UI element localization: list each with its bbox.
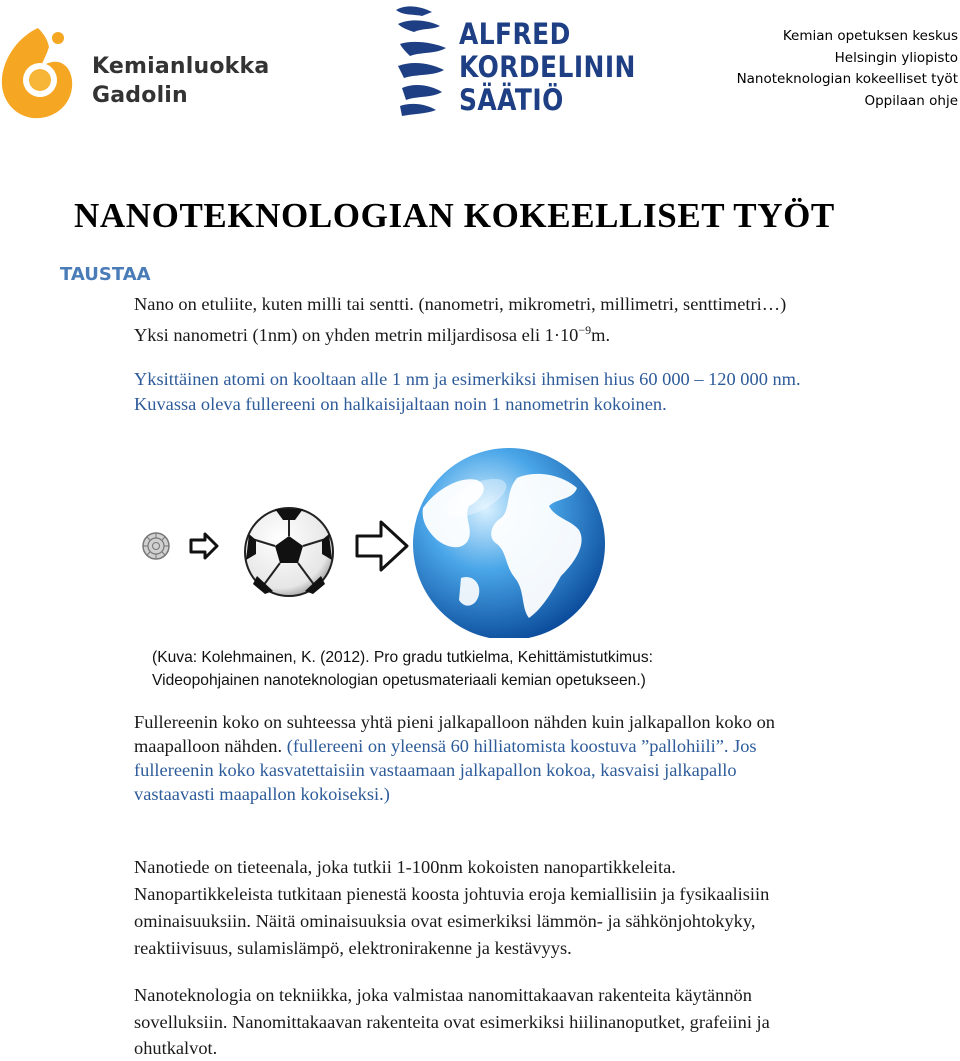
header-info	[737, 26, 958, 112]
gadolin-line-2: Gadolin	[92, 83, 188, 108]
nanoscience-line-2: Nanopartikkeleista tutkitaan pienestä koosta johtuvia eroja kemiallisiin ja fysikaalisiin	[134, 884, 770, 904]
intro-exponent: −9	[578, 323, 592, 337]
nanoscience-line-4: reaktiivisuus, sulamislämpö, elektronirakenne ja kestävyys.	[134, 938, 572, 958]
nanoscience-line-3: ominaisuuksiin. Näitä ominaisuuksia ovat esimerkiksi lämmön- ja sähkönjohtokyky,	[134, 911, 756, 931]
header-info-line: Kemian opetuksen keskus	[782, 28, 958, 44]
fullerene-icon	[143, 533, 169, 559]
intro-line-2	[134, 318, 610, 348]
header-info-line: Helsingin yliopisto	[834, 49, 958, 66]
nanotech-line-2: sovelluksiin. Nanomittakaavan rakenteita ovat esimerkiksi hiilinanoputket, grafeiini ja	[134, 1012, 770, 1032]
comparison-line-2-black: maapalloon nähden.	[134, 736, 287, 756]
intro-line-1: Nano on etuliite, kuten milli tai sentti. (nanometri, mikrometri, millimetri, senttimetri…)	[134, 294, 787, 314]
caption-line-1: (Kuva: Kolehmainen, K. (2012). Pro gradu tutkielma, Kehittämistutkimus:	[152, 649, 653, 666]
gadolin-logo-text	[92, 52, 269, 110]
comparison-line-4: vastaavasti maapallon kokoiseksi.)	[134, 784, 390, 804]
intro-line-2-suffix: m.	[591, 325, 611, 346]
size-comparison-image	[125, 448, 650, 638]
nanoscience-line-1: Nanotiede on tieteenala, joka tutkii 1-100nm kokoisten nanopartikkeleita.	[134, 857, 676, 877]
header-info-line: Oppilaan ohje	[864, 92, 958, 109]
kordelin-line-3: SÄÄTIÖ	[459, 83, 564, 117]
comparison-line-1: Fullereenin koko on suhteessa yhtä pieni jalkapalloon nähden kuin jalkapallon koko on	[134, 712, 775, 732]
earth-globe-icon	[413, 448, 605, 638]
document-title: NANOTEKNOLOGIAN KOKEELLISET TYÖT	[74, 196, 835, 235]
nanotech-line-3: ohutkalvot.	[134, 1038, 218, 1058]
header-info-line: Nanoteknologian kokeelliset työt	[736, 71, 958, 87]
gadolin-symbol-icon	[0, 22, 90, 122]
section-heading: TAUSTAA	[60, 264, 151, 285]
size-line-2: Kuvassa oleva fullereeni on halkaisijaltaan noin 1 nanometrin kokoinen.	[134, 394, 667, 414]
comparison-line-2	[134, 734, 757, 759]
arrow-icon	[357, 522, 407, 570]
comparison-line-3: fullereenin koko kasvatettaisiin vastaamaan jalkapallon kokoa, kasvaisi jalkapallo	[134, 760, 737, 780]
kordelin-logo-text	[459, 18, 636, 117]
gadolin-line-1: Kemianluokka	[92, 54, 270, 79]
intro-line-2-prefix: Yksi nanometri (1nm) on yhden metrin miljardisosa eli 1·10	[134, 325, 579, 346]
figure-caption	[152, 646, 653, 692]
comparison-line-2-blue: (fullereeni on yleensä 60 hilliatomista koostuva ”pallohiili”. Jos	[286, 736, 757, 756]
size-comparison-figure	[125, 448, 650, 638]
size-line-1: Yksittäinen atomi on kooltaan alle 1 nm ja esimerkiksi ihmisen hius 60 000 – 120 000 nm.	[134, 369, 801, 389]
nanotech-line-1: Nanoteknologia on tekniikka, joka valmistaa nanomittakaavan rakenteita käytännön	[134, 985, 752, 1005]
soccer-ball-icon	[245, 508, 333, 596]
arrow-icon	[191, 534, 217, 558]
kordelin-line-1: ALFRED	[459, 17, 571, 51]
kordelin-faces-icon	[392, 2, 456, 120]
kordelin-line-2: KORDELININ	[459, 50, 636, 84]
caption-line-2: Videopohjainen nanoteknologian opetusmateriaali kemian opetukseen.)	[152, 672, 646, 689]
